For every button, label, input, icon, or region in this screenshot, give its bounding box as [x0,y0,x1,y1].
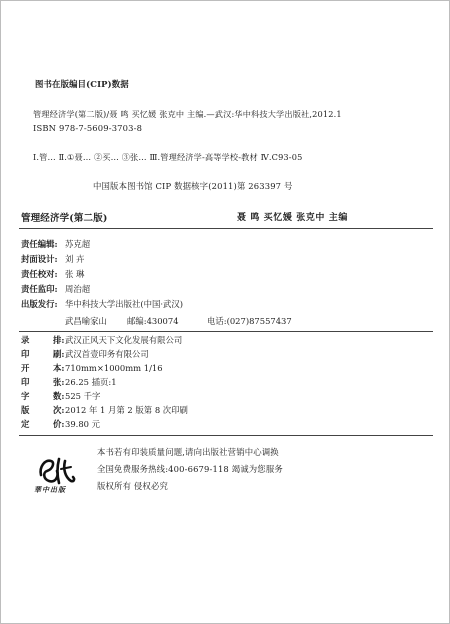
publisher-location: 武昌喻家山 [65,316,107,326]
notice-line-copyright: 版权所有 侵权必究 [97,481,169,491]
spec-value: 525 千字 [65,391,101,401]
spec-label-end: 次: [53,405,65,415]
spec-label-end: 刷: [53,349,65,359]
isbn: ISBN 978-7-5609-3703-8 [33,123,143,133]
spec-value: 武汉首壹印务有限公司 [65,349,149,359]
credit-value: 张 琳 [65,269,85,279]
spec-value: 26.25 插页:1 [65,377,117,387]
spec-label: 印 [21,349,30,359]
title-rule [19,228,433,229]
credit-label: 出版发行: [21,299,58,309]
cip-subjects: Ⅰ.管… Ⅱ.①聂… ②买… ③张… Ⅲ.管理经济学-高等学校-教材 Ⅳ.C93-05 [33,152,303,162]
spec-label: 录 [21,335,30,345]
specs-rule [19,435,433,436]
cip-heading: 图书在版编目(CIP)数据 [35,79,129,89]
notice-line-quality: 本书若有印装质量问题,请向出版社营销中心调换 [97,447,279,457]
credit-label: 责任监印: [21,284,58,294]
credit-value: 刘 卉 [65,254,85,264]
spec-value: 2012 年 1 月第 2 版第 8 次印刷 [65,405,188,415]
spec-label-end: 张: [53,377,65,387]
credit-value: 周治超 [65,284,91,294]
publisher-postcode: 邮编:430074 [127,316,179,326]
spec-label: 定 [21,419,30,429]
spec-label-end: 价: [53,419,65,429]
credit-label: 封面设计: [21,254,58,264]
address-rule [19,331,433,332]
publisher-phone: 电话:(027)87557437 [207,316,292,326]
spec-label: 开 [21,363,30,373]
spec-label: 字 [21,391,30,401]
spec-value: 710mm×1000mm 1/16 [65,363,163,373]
spec-value: 武汉正风天下文化发展有限公司 [65,335,183,345]
credit-label: 责任校对: [21,269,58,279]
cip-number: 中国版本图书馆 CIP 数据核字(2011)第 263397 号 [93,181,293,191]
cip-line: 管理经济学(第二版)/聂 鸣 买忆媛 张克中 主编.—武汉:华中科技大学出版社,2012.1 [33,109,342,119]
book-editors: 聂 鸣 买忆媛 张克中 主编 [237,213,348,223]
credit-value: 苏克超 [65,239,91,249]
book-title: 管理经济学(第二版) [21,213,108,224]
publisher-logo-text: 華中出版 [34,485,66,494]
spec-label-end: 本: [53,363,65,373]
spec-label-end: 数: [53,391,65,401]
credit-label: 责任编辑: [21,239,58,249]
spec-label-end: 排: [53,335,65,345]
spec-label: 版 [21,405,30,415]
credit-value: 华中科技大学出版社(中国·武汉) [65,299,184,309]
spec-label: 印 [21,377,30,387]
notice-line-hotline: 全国免费服务热线:400-6679-118 竭诚为您服务 [97,464,283,474]
spec-value: 39.80 元 [65,419,101,429]
